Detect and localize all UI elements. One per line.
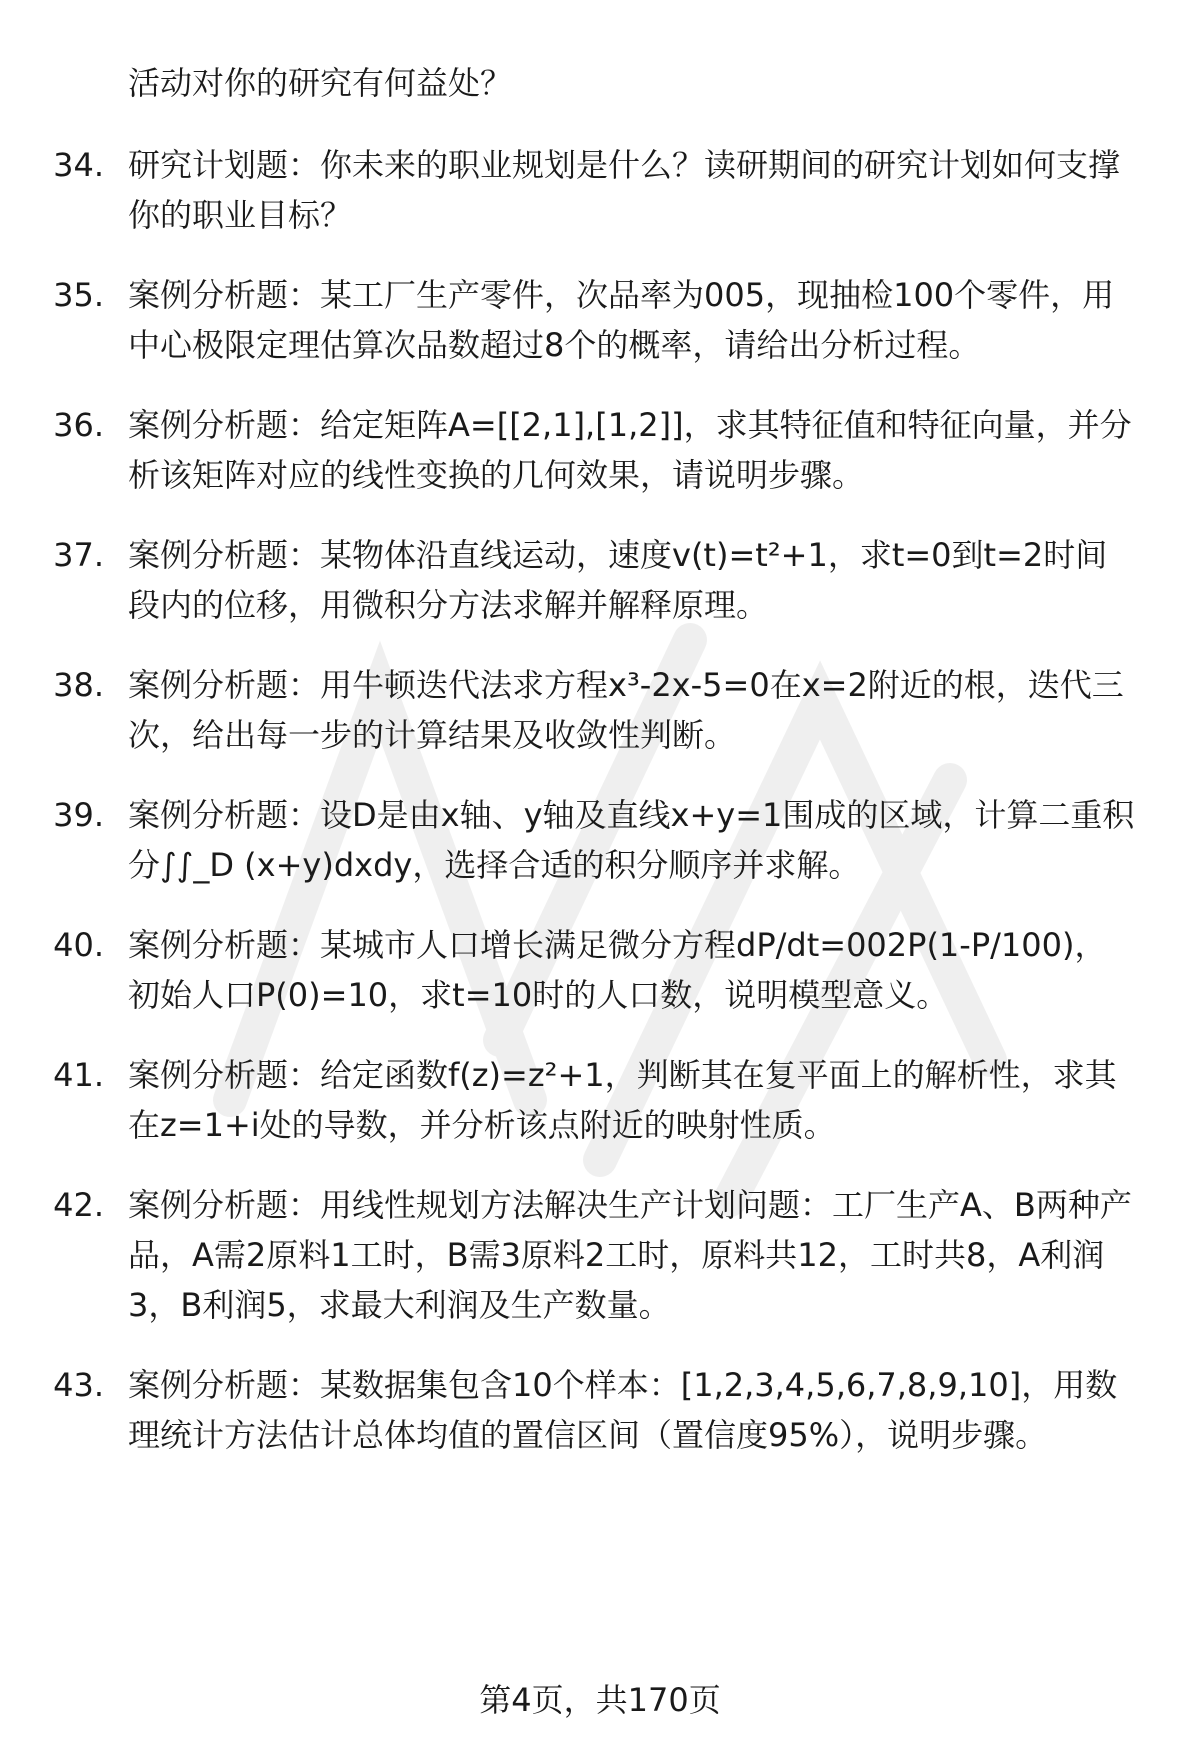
question-item: [0, 920, 1200, 1020]
question-text: 案例分析题：某工厂生产零件，次品率为005，现抽检100个零件，用中心极限定理估算次品数超过8个的概率，请给出分析过程。: [128, 276, 1115, 364]
question-text: 案例分析题：用牛顿迭代法求方程x³-2x-5=0在x=2附近的根，迭代三次，给出每一步的计算结果及收敛性判断。: [128, 666, 1124, 754]
question-text: 案例分析题：设D是由x轴、y轴及直线x+y=1围成的区域，计算二重积分∫∫_D (x+y)dxdy，选择合适的积分顺序并求解。: [128, 796, 1135, 884]
question-number: 34.: [53, 146, 104, 184]
question-number: 42.: [53, 1186, 104, 1224]
question-number: 37.: [53, 536, 104, 574]
question-text: 案例分析题：用线性规划方法解决生产计划问题：工厂生产A、B两种产品，A需2原料1工时，B需3原料2工时，原料共12，工时共8，A利润3，B利润5，求最大利润及生产数量。: [128, 1186, 1132, 1324]
question-item: [0, 660, 1200, 760]
question-number: 41.: [53, 1056, 104, 1094]
question-number: 43.: [53, 1366, 104, 1404]
page-footer: 第4页，共170页: [479, 1681, 721, 1719]
question-item: [0, 270, 1200, 370]
continuation-text: 活动对你的研究有何益处？: [128, 64, 513, 102]
question-number: 39.: [53, 796, 104, 834]
question-item: [0, 1180, 1200, 1330]
question-item: [0, 1360, 1200, 1460]
question-item: [0, 530, 1200, 630]
question-text: 案例分析题：某数据集包含10个样本：[1,2,3,4,5,6,7,8,9,10]，用数理统计方法估计总体均值的置信区间（置信度95%），说明步骤。: [128, 1366, 1118, 1454]
question-text: 研究计划题：你未来的职业规划是什么？读研期间的研究计划如何支撑你的职业目标？: [128, 146, 1121, 234]
question-number: 38.: [53, 666, 104, 704]
question-text: 案例分析题：某物体沿直线运动，速度v(t)=t²+1，求t=0到t=2时间段内的位移，用微积分方法求解并解释原理。: [128, 536, 1108, 624]
question-item: [0, 1050, 1200, 1150]
question-text: 案例分析题：某城市人口增长满足微分方程dP/dt=002P(1-P/100)，初始人口P(0)=10，求t=10时的人口数，说明模型意义。: [128, 926, 1107, 1014]
question-list: [0, 140, 1200, 1490]
question-item: [0, 140, 1200, 240]
question-item: [0, 790, 1200, 890]
question-text: 案例分析题：给定矩阵A=[[2,1],[1,2]]，求其特征值和特征向量，并分析该矩阵对应的线性变换的几何效果，请说明步骤。: [128, 406, 1132, 494]
question-number: 35.: [53, 276, 104, 314]
question-text: 案例分析题：给定函数f(z)=z²+1，判断其在复平面上的解析性，求其在z=1+i处的导数，并分析该点附近的映射性质。: [128, 1056, 1117, 1144]
question-item: [0, 400, 1200, 500]
question-number: 40.: [53, 926, 104, 964]
question-number: 36.: [53, 406, 104, 444]
